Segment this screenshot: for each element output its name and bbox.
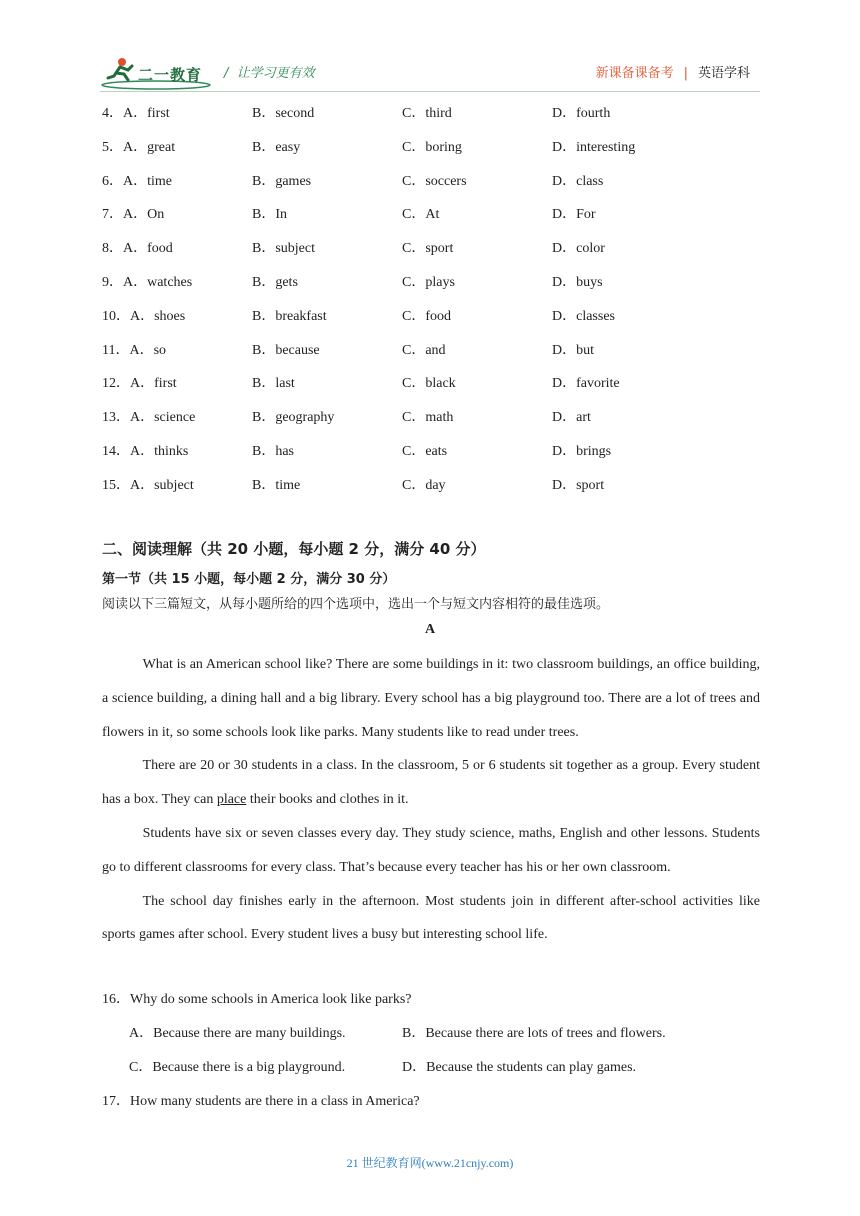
option-c: C．plays xyxy=(402,274,455,290)
option-a: 13．A．science xyxy=(102,410,196,426)
option-row xyxy=(102,474,762,508)
option-row xyxy=(102,102,762,136)
option-d: D．interesting xyxy=(552,139,636,155)
option-a: 12．A．first xyxy=(102,376,177,392)
option-d: D．color xyxy=(552,241,605,257)
section-subtitle: 第一节（共 15 小题，每小题 2 分，满分 30 分） xyxy=(102,572,396,587)
option-row xyxy=(102,271,762,305)
option-b: B．because xyxy=(252,342,320,358)
header-divider xyxy=(100,91,760,92)
header-subject-label: 英语学科 xyxy=(697,66,750,81)
option-row xyxy=(102,237,762,271)
option-a: 10．A．shoes xyxy=(102,308,186,324)
logo-text: 二一教育 xyxy=(138,66,203,84)
question-17: 17．How many students are there in a class in America? xyxy=(102,1094,420,1109)
option-b: B．last xyxy=(252,376,295,392)
option-c: C．third xyxy=(402,106,452,121)
option-row xyxy=(102,305,762,339)
section-title: 二、阅读理解（共 20 小题，每小题 2 分，满分 40 分） xyxy=(102,540,486,558)
passage-paragraph-1: What is an American school like? There are some buildings in it: two classroom buildings, an office building, a science building, a dining hall and a big library. Every school has a big playground too. There are a lot of trees and flowers in it, so some schools look like parks. Many students like to read under trees. xyxy=(102,657,760,740)
option-row xyxy=(102,203,762,237)
option-c: C．At xyxy=(402,207,440,223)
paragraph-text: There are 20 or 30 students in a class. In the classroom, 5 or 6 students sit together as a group. Every student has a box. They can xyxy=(102,758,760,808)
option-d: D．art xyxy=(552,410,591,426)
option-d: D．favorite xyxy=(552,376,620,392)
option-c: C．math xyxy=(402,410,454,426)
option-a: 7．A．On xyxy=(102,207,165,223)
section-instruction: 阅读以下三篇短文，从每小题所给的四个选项中，选出一个与短文内容相符的最佳选项。 xyxy=(102,597,610,612)
header-subject xyxy=(596,62,750,81)
question-16: 16．Why do some schools in America look like parks? xyxy=(102,992,412,1007)
option-b: B．geography xyxy=(252,410,335,426)
option-b: B．has xyxy=(252,443,294,459)
option-d: D．For xyxy=(552,207,596,223)
option-d: D．but xyxy=(552,342,594,358)
header-slogan: / 让学习更有效 xyxy=(224,66,315,81)
option-b: B．gets xyxy=(252,274,298,290)
option-a: 9．A．watches xyxy=(102,274,193,290)
option-b: B．second xyxy=(252,106,315,121)
option-d: D．sport xyxy=(552,477,605,493)
option-row xyxy=(102,372,762,406)
option-row xyxy=(102,170,762,204)
option-b: B．breakfast xyxy=(252,308,327,324)
option-row xyxy=(102,440,762,474)
option-c: C．sport xyxy=(402,241,454,257)
passage-paragraph-2 xyxy=(102,749,760,817)
option-c: C．day xyxy=(402,477,446,493)
option-row xyxy=(102,406,762,440)
option-d: D．class xyxy=(552,173,604,189)
option-a: 5．A．great xyxy=(102,139,176,155)
option-a: 4．A．first xyxy=(102,106,170,121)
option-b: B．In xyxy=(252,207,287,223)
header-separator: | xyxy=(683,66,688,81)
question-16-option-d: D．Because the students can play games. xyxy=(402,1060,637,1075)
question-16-option-b: B．Because there are lots of trees and flowers. xyxy=(402,1026,666,1041)
option-c: C．and xyxy=(402,342,446,358)
option-b: B．subject xyxy=(252,241,315,257)
option-a: 14．A．thinks xyxy=(102,443,189,459)
paragraph-text: their books and clothes in it. xyxy=(246,792,409,808)
page-header xyxy=(100,56,760,92)
option-c: C．eats xyxy=(402,443,448,459)
passage-paragraph-4: The school day finishes early in the afternoon. Most students join in different after-school activities like sports games after school. Every student lives a busy but interesting school life. xyxy=(102,893,760,943)
page-footer[interactable]: 21 世纪教育网(www.21cnjy.com) xyxy=(346,1156,514,1170)
option-c: C．food xyxy=(402,308,451,324)
option-c: C．soccers xyxy=(402,173,467,189)
option-c: C．boring xyxy=(402,139,462,155)
answer-options-list xyxy=(102,102,762,508)
option-d: D．classes xyxy=(552,308,615,324)
reading-passage xyxy=(102,648,760,952)
option-d: D．brings xyxy=(552,443,612,459)
option-a: 8．A．food xyxy=(102,241,173,257)
option-a: 6．A．time xyxy=(102,173,172,189)
option-a: 15．A．subject xyxy=(102,477,194,493)
option-row xyxy=(102,136,762,170)
question-16-option-c: C．Because there is a big playground. xyxy=(129,1060,346,1075)
option-b: B．games xyxy=(252,173,312,189)
option-c: C．black xyxy=(402,376,456,392)
passage-paragraph-3: Students have six or seven classes every day. They study science, maths, English and other lessons. Students go to different classrooms for every class. That’s because every teacher has his or her own classroom. xyxy=(102,825,760,875)
option-d: D．buys xyxy=(552,274,603,290)
option-row xyxy=(102,339,762,373)
passage-label: A xyxy=(425,622,436,637)
option-b: B．easy xyxy=(252,139,301,155)
option-d: D．fourth xyxy=(552,106,611,121)
underlined-word: place xyxy=(216,792,247,808)
header-course-label: 新课备课备考 xyxy=(595,66,674,81)
option-b: B．time xyxy=(252,477,301,493)
option-a: 11．A．so xyxy=(102,342,167,358)
question-16-option-a: A．Because there are many buildings. xyxy=(129,1026,346,1041)
